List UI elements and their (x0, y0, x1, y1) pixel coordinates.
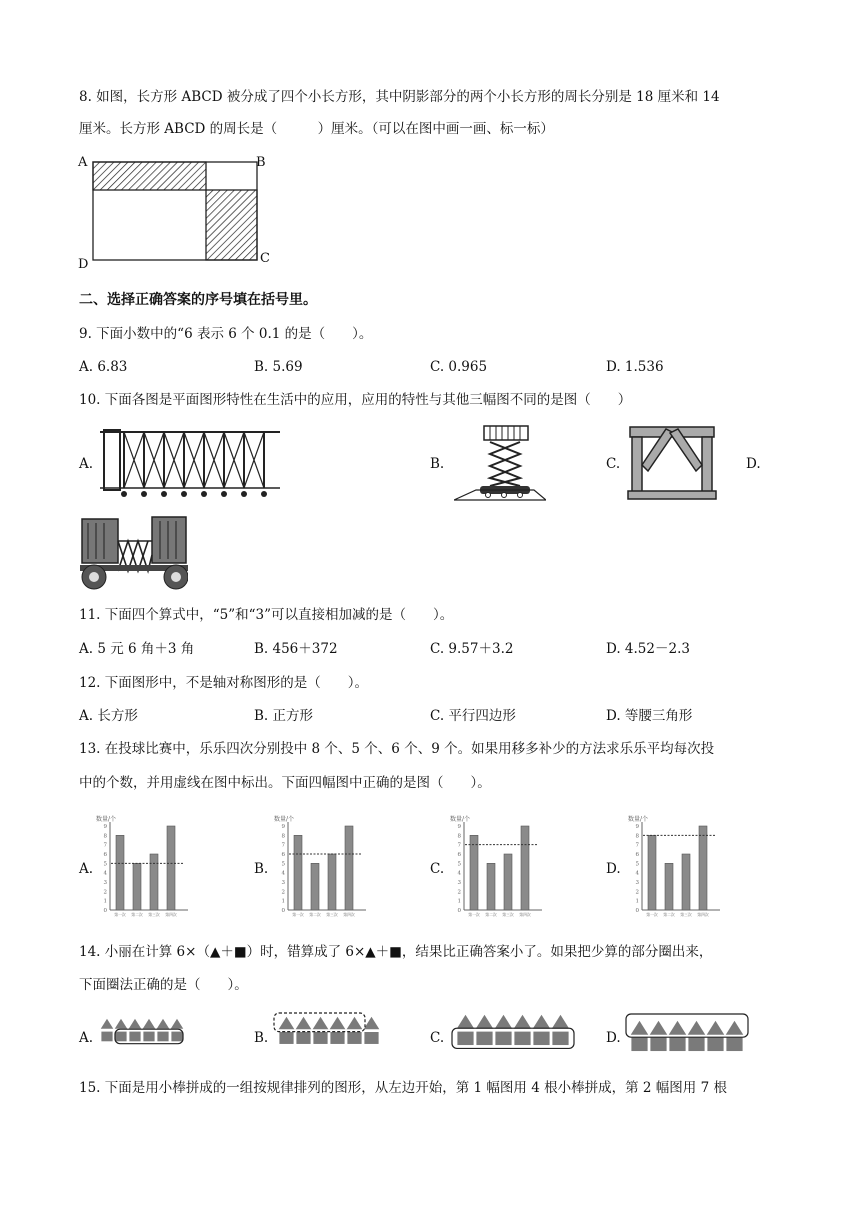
x-tick-label: 第四次 (343, 912, 355, 917)
y-tick-label: 8 (635, 833, 639, 840)
q13-option-d: D. (606, 861, 621, 877)
y-tick-label: 1 (281, 898, 285, 905)
q13-chart-b (270, 812, 370, 918)
shaded-top-rectangle (93, 162, 206, 190)
q14-shapes-a (98, 1014, 194, 1058)
bar (682, 854, 690, 910)
x-tick-label: 第三次 (326, 912, 338, 917)
y-tick-label: 2 (103, 889, 107, 896)
triangle-shape (725, 1020, 744, 1035)
truck-gate-picture (80, 515, 188, 591)
square-shape (650, 1037, 667, 1051)
y-tick-label: 9 (457, 824, 461, 830)
square-shape (296, 1032, 311, 1045)
q8-stem-line1: 8. 如图，长方形 ABCD 被分成了四个小长方形，其中阴影部分的两个小长方形的周长分别是 18 厘米和 14 (79, 89, 720, 105)
q12-option-d: D. 等腰三角形 (606, 708, 693, 724)
y-tick-label: 5 (281, 861, 285, 868)
q15-stem-line1: 15. 下面是用小棒拼成的一组按规律排列的图形，从左边开始，第 1 幅图用 4 根小棒拼成，第 2 幅图用 7 根 (79, 1080, 727, 1096)
y-tick-label: 0 (635, 908, 639, 914)
triangle-shape (156, 1018, 170, 1029)
square-shape (129, 1031, 141, 1042)
triangle-shape (329, 1016, 346, 1030)
q9-option-d: D. 1.536 (606, 359, 664, 375)
q12-option-b: B. 正方形 (254, 708, 314, 724)
y-tick-label: 3 (635, 880, 639, 886)
y-tick-label: 4 (103, 870, 107, 877)
y-axis-label: 数量/个 (450, 816, 471, 823)
y-tick-label: 6 (635, 852, 639, 858)
y-axis-label: 数量/个 (274, 816, 295, 823)
y-tick-label: 4 (635, 870, 639, 877)
q13-option-b: B. (254, 861, 269, 877)
rectangle-abcd-diagram (78, 155, 278, 273)
y-tick-label: 3 (457, 880, 461, 886)
triangle-shape (475, 1014, 494, 1029)
x-tick-label: 第二次 (663, 912, 675, 917)
scissor-lift-picture (454, 424, 546, 502)
triangle-shape (668, 1020, 687, 1035)
y-tick-label: 5 (457, 861, 461, 868)
square-shape (330, 1032, 345, 1045)
y-tick-label: 6 (457, 852, 461, 858)
y-tick-label: 8 (281, 833, 285, 840)
square-shape (279, 1032, 294, 1045)
triangle-shape (346, 1016, 363, 1030)
triangle-shape (456, 1014, 475, 1029)
bar (328, 854, 336, 910)
square-shape (631, 1037, 648, 1051)
square-shape (143, 1031, 155, 1042)
square-shape (669, 1037, 686, 1051)
x-tick-label: 第四次 (697, 912, 709, 917)
q14-option-c: C. (430, 1030, 445, 1046)
q14-option-a: A. (79, 1030, 94, 1046)
q10-stem: 10. 下面各图是平面图形特性在生活中的应用，应用的特性与其他三幅图不同的是图（ ） (79, 392, 632, 408)
bar (133, 863, 141, 910)
x-tick-label: 第三次 (502, 912, 514, 917)
x-tick-label: 第二次 (309, 912, 321, 917)
triangle-shape (630, 1020, 649, 1035)
y-tick-label: 4 (281, 870, 285, 877)
bar (504, 854, 512, 910)
triangle-shape (128, 1018, 142, 1029)
triangle-shape (551, 1014, 570, 1029)
y-tick-label: 2 (635, 889, 639, 896)
bar (487, 863, 495, 910)
vertex-c-label: C (260, 251, 270, 266)
y-tick-label: 9 (281, 824, 285, 830)
section-2-heading: 二、选择正确答案的序号填在括号里。 (79, 292, 317, 308)
q12-option-a: A. 长方形 (79, 708, 138, 724)
bar (699, 826, 707, 910)
q9-option-b: B. 5.69 (254, 359, 303, 375)
q9-stem: 9. 下面小数中的“6 表示 6 个 0.1 的是（ ）。 (79, 326, 373, 342)
y-tick-label: 2 (457, 889, 461, 896)
vertex-d-label: D (78, 257, 89, 272)
retractable-gate-picture (100, 424, 282, 500)
x-tick-label: 第一次 (292, 912, 304, 917)
q9-option-a: A. 6.83 (79, 359, 128, 375)
y-axis-label: 数量/个 (96, 816, 117, 823)
y-tick-label: 6 (281, 852, 285, 858)
square-shape (688, 1037, 705, 1051)
square-shape (364, 1032, 379, 1045)
y-tick-label: 8 (457, 833, 461, 840)
square-shape (552, 1031, 569, 1045)
q10-option-d: D. (746, 456, 761, 472)
square-shape (157, 1031, 169, 1042)
q13-stem-line1: 13. 在投球比赛中，乐乐四次分别投中 8 个、5 个、6 个、9 个。如果用移多补少的方法求乐乐平均每次投 (79, 741, 715, 757)
q10-option-c: C. (606, 456, 621, 472)
q11-stem: 11. 下面四个算式中，“5”和“3”可以直接相加减的是（ ）。 (79, 607, 454, 623)
y-tick-label: 7 (281, 842, 285, 849)
triangle-shape (687, 1020, 706, 1035)
q14-shapes-b (272, 1012, 388, 1058)
y-tick-label: 1 (635, 898, 639, 905)
triangle-shape (494, 1014, 513, 1029)
square-shape (457, 1031, 474, 1045)
y-tick-label: 7 (103, 842, 107, 849)
q10-option-b: B. (430, 456, 445, 472)
x-tick-label: 第三次 (680, 912, 692, 917)
x-tick-label: 第四次 (519, 912, 531, 917)
x-tick-label: 第一次 (468, 912, 480, 917)
y-tick-label: 3 (281, 880, 285, 886)
q8-stem-line2: 厘米。长方形 ABCD 的周长是（ ）厘米。（可以在图中画一画、标一标） (79, 121, 554, 137)
y-axis-label: 数量/个 (628, 816, 649, 823)
y-tick-label: 7 (457, 842, 461, 849)
square-shape (347, 1032, 362, 1045)
triangle-shape (100, 1018, 114, 1029)
square-shape (495, 1031, 512, 1045)
q13-chart-d (624, 812, 744, 918)
square-shape (533, 1031, 550, 1045)
y-tick-label: 0 (281, 908, 285, 914)
y-tick-label: 1 (457, 898, 461, 905)
triangle-shape (142, 1018, 156, 1029)
triangle-shape (649, 1020, 668, 1035)
q9-option-c: C. 0.965 (430, 359, 488, 375)
q13-option-c: C. (430, 861, 445, 877)
q11-option-b: B. 456＋372 (254, 641, 338, 657)
q11-option-d: D. 4.52－2.3 (606, 641, 690, 657)
y-tick-label: 0 (103, 908, 107, 914)
y-tick-label: 2 (281, 889, 285, 896)
y-tick-label: 9 (103, 824, 107, 830)
y-tick-label: 4 (457, 870, 461, 877)
q14-shapes-d (624, 1010, 754, 1066)
q8-rectangle-figure (78, 155, 278, 273)
q14-shapes-c (450, 1010, 580, 1062)
triangle-shape (363, 1016, 380, 1030)
q14-stem-line2: 下面圈法正确的是（ ）。 (79, 977, 248, 993)
q13-chart-a (92, 812, 192, 918)
triangle-shape (532, 1014, 551, 1029)
square-shape (726, 1037, 743, 1051)
triangle-shape (513, 1014, 532, 1029)
y-tick-label: 8 (103, 833, 107, 840)
y-tick-label: 5 (103, 861, 107, 868)
square-shape (707, 1037, 724, 1051)
x-tick-label: 第四次 (165, 912, 177, 917)
bar (150, 854, 158, 910)
wooden-frame-picture (626, 425, 718, 501)
bar (345, 826, 353, 910)
triangle-shape (312, 1016, 329, 1030)
bar (311, 863, 319, 910)
triangle-shape (114, 1018, 128, 1029)
y-tick-label: 3 (103, 880, 107, 886)
bar (294, 835, 302, 910)
square-shape (313, 1032, 328, 1045)
q12-stem: 12. 下面图形中，不是轴对称图形的是（ ）。 (79, 675, 369, 691)
square-shape (476, 1031, 493, 1045)
bar (648, 835, 656, 910)
q13-option-a: A. (79, 861, 94, 877)
bar (521, 826, 529, 910)
q10-option-a: A. (79, 456, 94, 472)
q13-stem-line2: 中的个数，并用虚线在图中标出。下面四幅图中正确的是图（ ）。 (79, 775, 491, 791)
triangle-shape (706, 1020, 725, 1035)
square-shape (514, 1031, 531, 1045)
y-tick-label: 1 (103, 898, 107, 905)
triangle-shape (170, 1018, 184, 1029)
x-tick-label: 第一次 (114, 912, 126, 917)
q11-option-c: C. 9.57＋3.2 (430, 641, 514, 657)
bar (665, 863, 673, 910)
y-tick-label: 0 (457, 908, 461, 914)
q13-chart-c (446, 812, 546, 918)
x-tick-label: 第一次 (646, 912, 658, 917)
y-tick-label: 6 (103, 852, 107, 858)
q12-option-c: C. 平行四边形 (430, 708, 516, 724)
bar (167, 826, 175, 910)
y-tick-label: 7 (635, 842, 639, 849)
q14-option-d: D. (606, 1030, 621, 1046)
y-tick-label: 5 (635, 861, 639, 868)
vertex-a-label: A (78, 155, 88, 170)
square-shape (115, 1031, 127, 1042)
q11-option-a: A. 5 元 6 角＋3 角 (79, 641, 195, 657)
shaded-right-rectangle (206, 190, 257, 260)
x-tick-label: 第三次 (148, 912, 160, 917)
triangle-shape (295, 1016, 312, 1030)
vertex-b-label: B (256, 155, 266, 170)
bar (470, 835, 478, 910)
square-shape (101, 1031, 113, 1042)
y-tick-label: 9 (635, 824, 639, 830)
bar (116, 835, 124, 910)
triangle-shape (278, 1016, 295, 1030)
x-tick-label: 第二次 (485, 912, 497, 917)
square-shape (171, 1031, 183, 1042)
q14-option-b: B. (254, 1030, 269, 1046)
x-tick-label: 第二次 (131, 912, 143, 917)
q14-stem-line1: 14. 小丽在计算 6×（▲＋■）时，错算成了 6×▲＋■，结果比正确答案小了。如果把少算的部分圈出来， (79, 944, 713, 960)
